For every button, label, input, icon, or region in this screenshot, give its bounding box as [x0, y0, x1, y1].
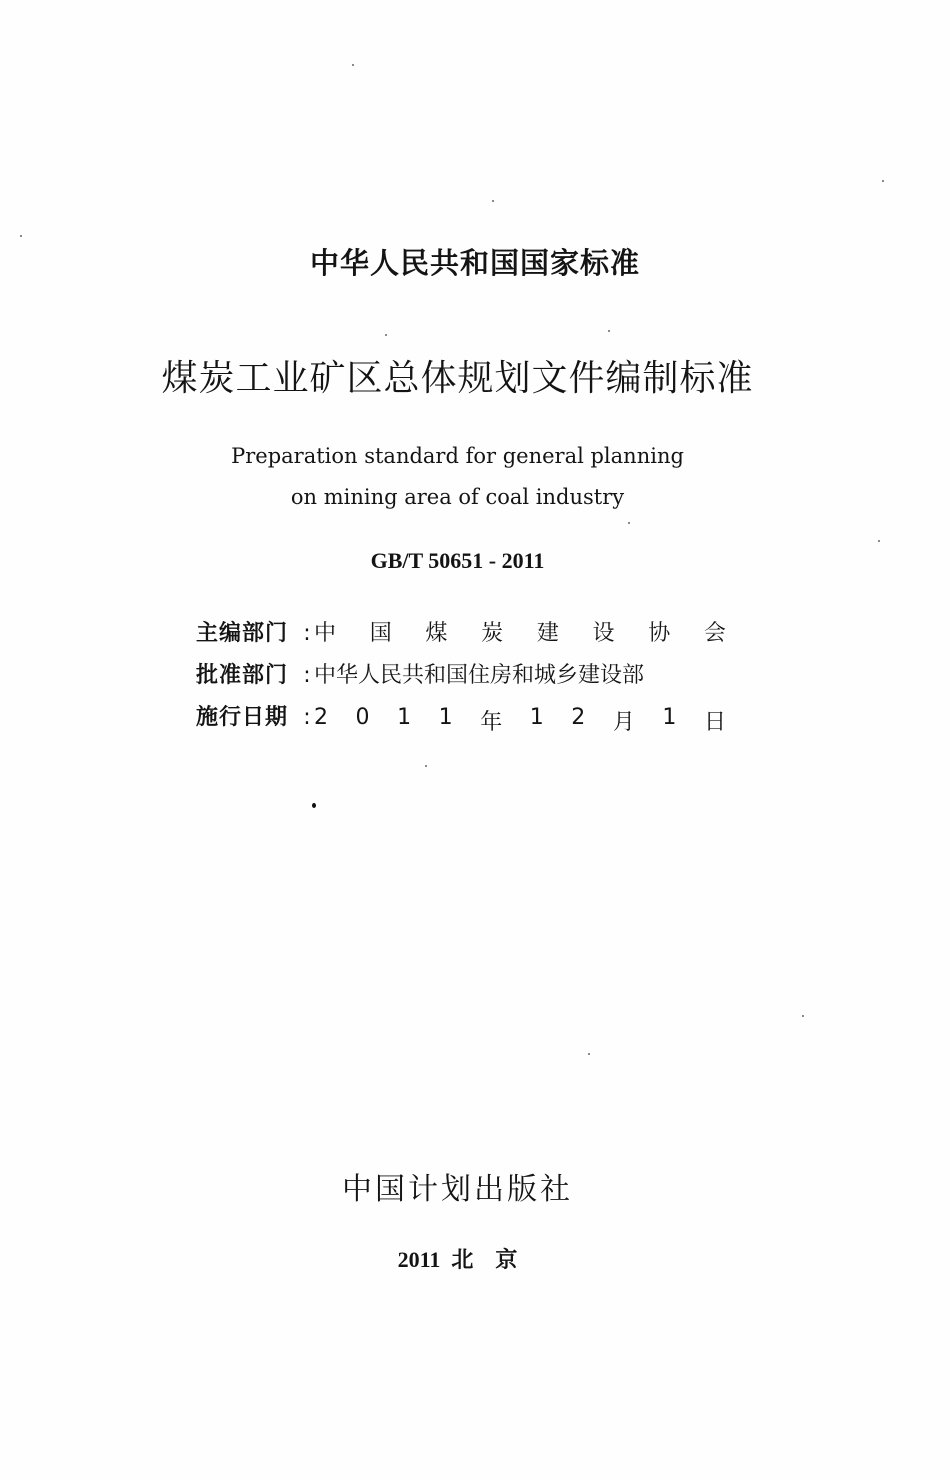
- scan-speck: [425, 765, 427, 767]
- date-char: 1: [662, 705, 677, 730]
- editor-char: 国: [369, 621, 392, 646]
- date-char: 0: [355, 705, 370, 730]
- main-title: 煤炭工业矿区总体规划文件编制标准: [161, 358, 754, 399]
- date-char: 2: [314, 705, 328, 730]
- editor-value: [314, 616, 726, 647]
- effective-date-row: [196, 700, 726, 742]
- date-char: 2: [571, 705, 586, 730]
- editor-char: 协: [648, 621, 671, 646]
- scan-speck: [352, 64, 354, 66]
- scan-speck: [20, 235, 22, 237]
- editor-label: 主编部门: [196, 621, 289, 646]
- approver-row: [196, 658, 726, 700]
- date-char: 日: [703, 710, 726, 735]
- approver-colon: :: [303, 663, 311, 688]
- publication-imprint: 2011 北 京: [397, 1247, 518, 1272]
- english-title: [0, 436, 915, 518]
- approver-value: 中华人民共和国住房和城乡建设部: [314, 663, 645, 688]
- effective-date-value: [314, 705, 726, 736]
- date-char: 1: [397, 705, 412, 730]
- series-title: 中华人民共和国国家标准: [309, 246, 640, 280]
- editor-char: 会: [703, 621, 726, 646]
- effective-date-label: 施行日期: [196, 705, 289, 730]
- scan-speck: [312, 803, 316, 808]
- date-char: 1: [529, 705, 544, 730]
- editor-char: 煤: [425, 621, 448, 646]
- editor-row: [196, 616, 726, 658]
- scan-speck: [588, 1053, 590, 1055]
- editor-colon: :: [303, 621, 311, 646]
- editor-char: 建: [536, 621, 559, 646]
- date-char: 年: [480, 710, 503, 735]
- scan-speck: [385, 334, 387, 336]
- effective-date-colon: :: [303, 705, 311, 730]
- standard-code: GB/T 50651 - 2011: [370, 548, 545, 573]
- date-char: 月: [612, 710, 635, 735]
- publisher-name: 中国计划出版社: [342, 1172, 573, 1207]
- scan-speck: [882, 180, 884, 182]
- english-title-line: on mining area of coal industry: [290, 485, 625, 509]
- scan-speck: [608, 330, 610, 332]
- editor-char: 设: [592, 621, 615, 646]
- scan-speck: [492, 200, 494, 202]
- scan-speck: [628, 522, 630, 524]
- metadata-block: [196, 616, 726, 742]
- editor-char: 炭: [481, 621, 504, 646]
- approver-label: 批准部门: [196, 663, 289, 688]
- editor-char: 中: [314, 621, 337, 646]
- date-char: 1: [438, 705, 453, 730]
- scan-speck: [878, 540, 880, 542]
- scan-speck: [802, 1015, 804, 1017]
- english-title-line: Preparation standard for general planning: [231, 444, 684, 468]
